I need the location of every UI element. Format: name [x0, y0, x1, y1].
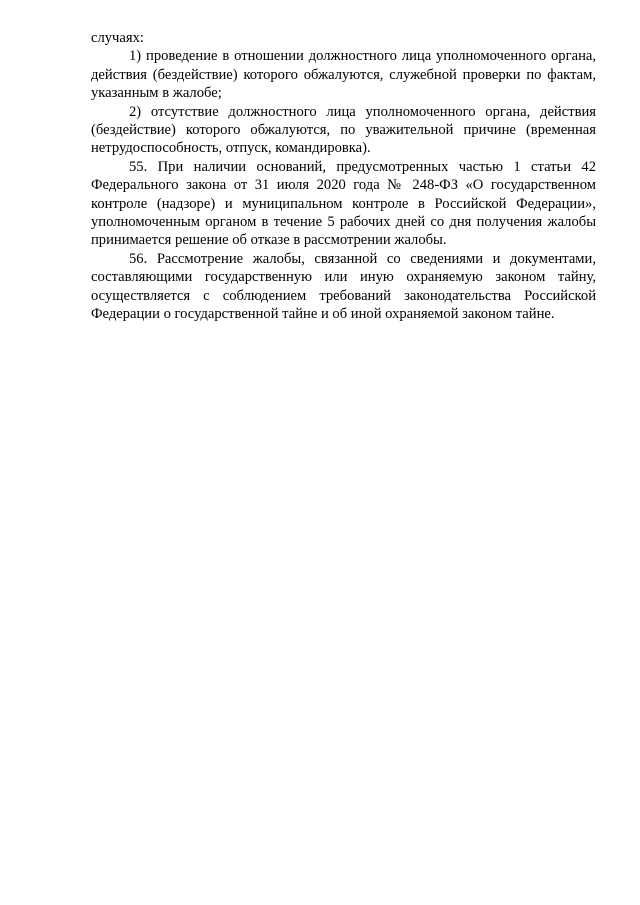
paragraph-intro: случаях: [91, 30, 144, 46]
document-page [91, 29, 596, 324]
paragraph-56: 56. Рассмотрение жалобы, связанной со сведениями и документами, составляющими государственную или иную охраняемую законом тайну, осуществляется с соблюдением требований законодательства Российской Федерации о государственной тайне и об иной охраняемой законом тайне. [91, 250, 596, 323]
paragraph-item-1: 1) проведение в отношении должностного лица уполномоченного органа, действия (бездействие) которого обжалуются, служебной проверки по фактам, указанным в жалобе; [91, 48, 596, 102]
paragraph-item-2: 2) отсутствие должностного лица уполномоченного органа, действия (бездействие) которого обжалуются, по уважительной причине (временная нетрудоспособность, отпуск, командировка). [91, 103, 596, 157]
paragraph-55: 55. При наличии оснований, предусмотренных частью 1 статьи 42 Федерального закона от 31 июля 2020 года № 248-ФЗ «О государственном контроле (надзоре) и муниципальном контроле в Российской Федерации», уполномоченным органом в течение 5 рабочих дней со дня получения жалобы принимается решение об отказе в рассмотрении жалобы. [91, 158, 596, 249]
